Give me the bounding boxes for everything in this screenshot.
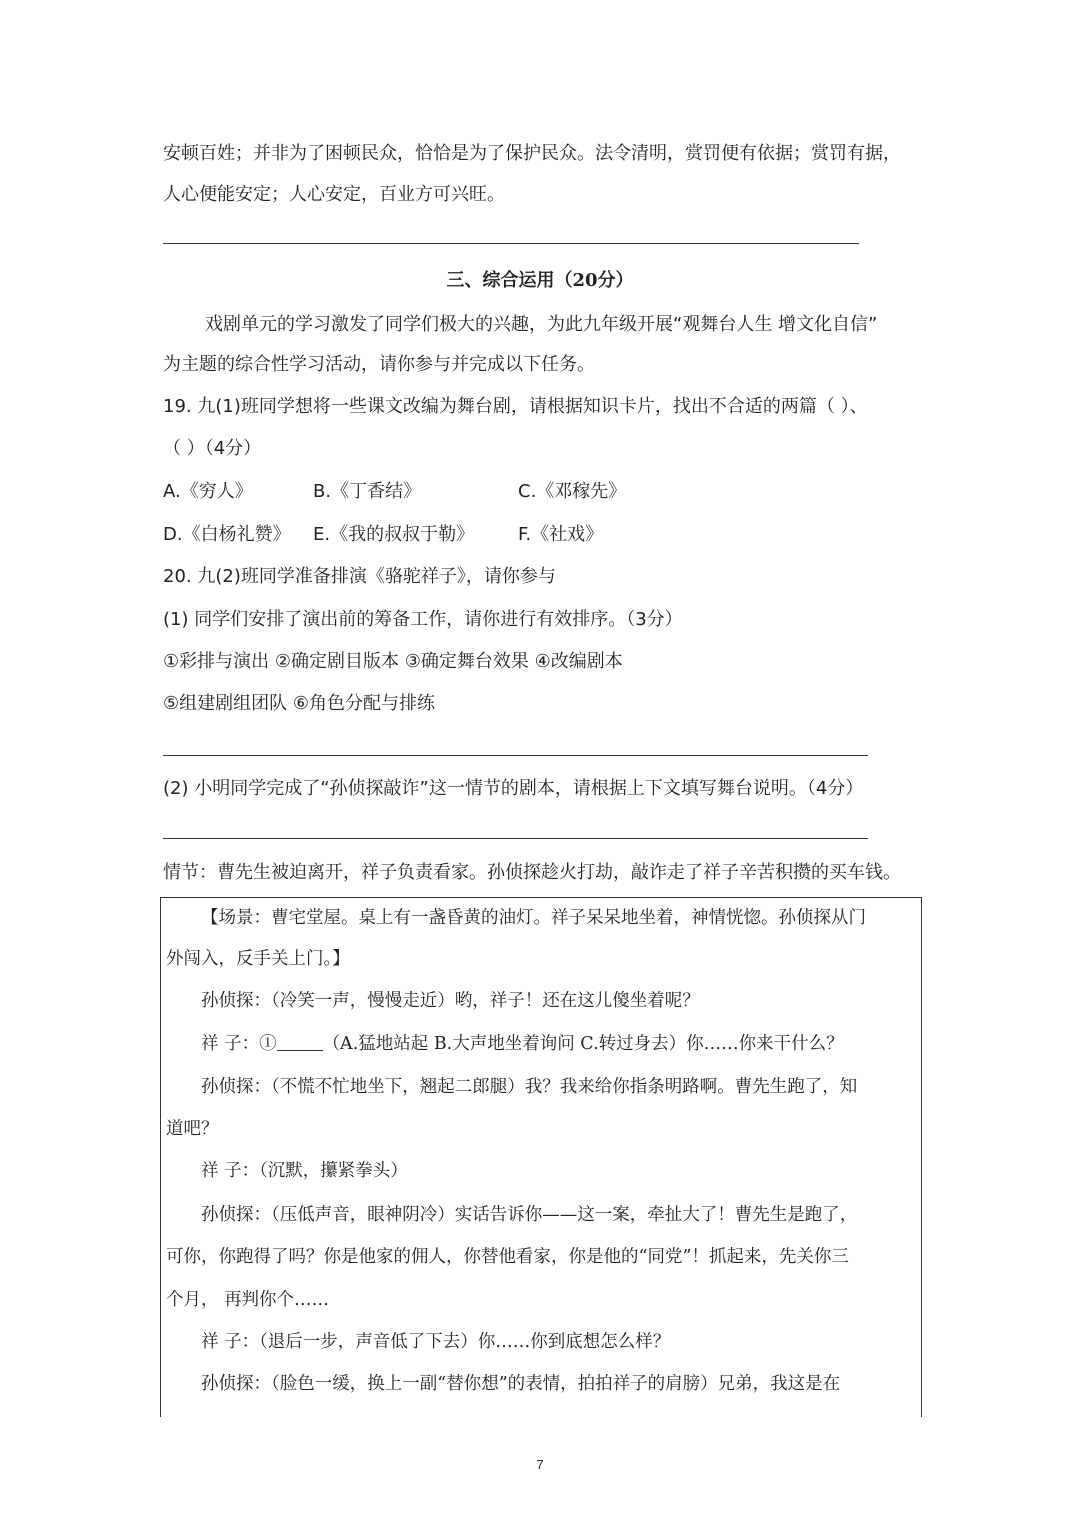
section-title: 三、综合运用（20分） — [446, 270, 634, 291]
question-stem: 19. 九(1)班同学想将一些课文改编为舞台剧，请根据知识卡片，找出不合适的两篇（ ）、 — [163, 396, 868, 417]
scene-line: 外闯入，反手关上门。】 — [166, 949, 350, 969]
option-b: B.《丁香结》 — [313, 481, 422, 502]
question-stem: 20. 九(2)班同学准备排演《骆驼祥子》，请你参与 — [163, 566, 556, 587]
paragraph-line: 安顿百姓；并非为了困顿民众，恰恰是为了保护民众。法令清明，赏罚便有依据；赏罚有据， — [163, 143, 901, 164]
intro-line: 为主题的综合性学习活动，请你参与并完成以下任务。 — [163, 354, 595, 375]
fill-blank[interactable] — [277, 1034, 323, 1051]
paragraph-line: 人心便能安定；人心安定，百业方可兴旺。 — [163, 184, 505, 205]
dialogue-line: 孙侦探：（脸色一缓，换上一副“替你想”的表情，拍拍祥子的肩膀）兄弟，我这是在 — [201, 1374, 841, 1394]
option-f: F.《社戏》 — [518, 524, 604, 545]
option-c: C.《邓稼先》 — [518, 481, 627, 502]
dialogue-line: 祥 子：（退后一步，声音低了下去）你……你到底想怎么样？ — [201, 1332, 671, 1352]
answer-line — [163, 243, 859, 244]
option-a: A.《穷人》 — [163, 481, 253, 502]
dialogue-line: 可你，你跑得了吗？你是他家的佣人，你替他看家，你是他的“同党”！抓起来，先关你三 — [166, 1247, 849, 1267]
dialogue-line: 道吧？ — [166, 1119, 219, 1139]
dialogue-line: 孙侦探：（不慌不忙地坐下，翘起二郎腿）我？我来给你指条明路啊。曹先生跑了，知 — [201, 1077, 858, 1097]
dialogue-line: 孙侦探：（压低声音，眼神阴冷）实话告诉你——这一案，牵扯大了！曹先生是跑了， — [201, 1205, 858, 1225]
option-d: D.《白杨礼赞》 — [163, 524, 291, 545]
page-number: 7 — [536, 1457, 544, 1472]
task-items: ①彩排与演出 ②确定剧目版本 ③确定舞台效果 ④改编剧本 — [163, 651, 623, 672]
sub-question-2: (2) 小明同学完成了“孙侦探敲诈”这一情节的剧本，请根据上下文填写舞台说明。（4分） — [163, 778, 864, 799]
answer-line — [163, 755, 868, 756]
dialogue-text: （A.猛地站起 B.大声地坐着询问 C.转过身去）你……你来干什么？ — [322, 1034, 844, 1054]
intro-line: 戏剧单元的学习激发了同学们极大的兴趣，为此九年级开展“观舞台人生 增文化自信” — [205, 314, 878, 335]
scene-line: 【场景：曹宅堂屋。桌上有一盏昏黄的油灯。祥子呆呆地坐着，神情恍惚。孙侦探从门 — [201, 908, 866, 928]
dialogue-line: 孙侦探：（冷笑一声，慢慢走近）哟，祥子！还在这儿傻坐着呢？ — [201, 991, 700, 1011]
dialogue-line: 祥 子：（沉默，攥紧拳头） — [201, 1161, 408, 1181]
task-items: ⑤组建剧组团队 ⑥角色分配与排练 — [163, 693, 435, 714]
dialogue-prefix: 祥 子：① — [201, 1034, 277, 1054]
sub-question-1: (1) 同学们安排了演出前的筹备工作，请你进行有效排序。（3分） — [163, 609, 683, 630]
plot-description: 情节：曹先生被迫离开，祥子负责看家。孙侦探趁火打劫，敲诈走了祥子辛苦积攒的买车钱。 — [163, 862, 901, 883]
answer-line — [163, 838, 868, 839]
script-box — [160, 897, 922, 1417]
question-stem: （ ）（4分） — [163, 438, 262, 459]
dialogue-line — [201, 1032, 844, 1056]
dialogue-line: 个月， 再判你个…… — [166, 1290, 330, 1310]
option-e: E.《我的叔叔于勒》 — [313, 524, 475, 545]
